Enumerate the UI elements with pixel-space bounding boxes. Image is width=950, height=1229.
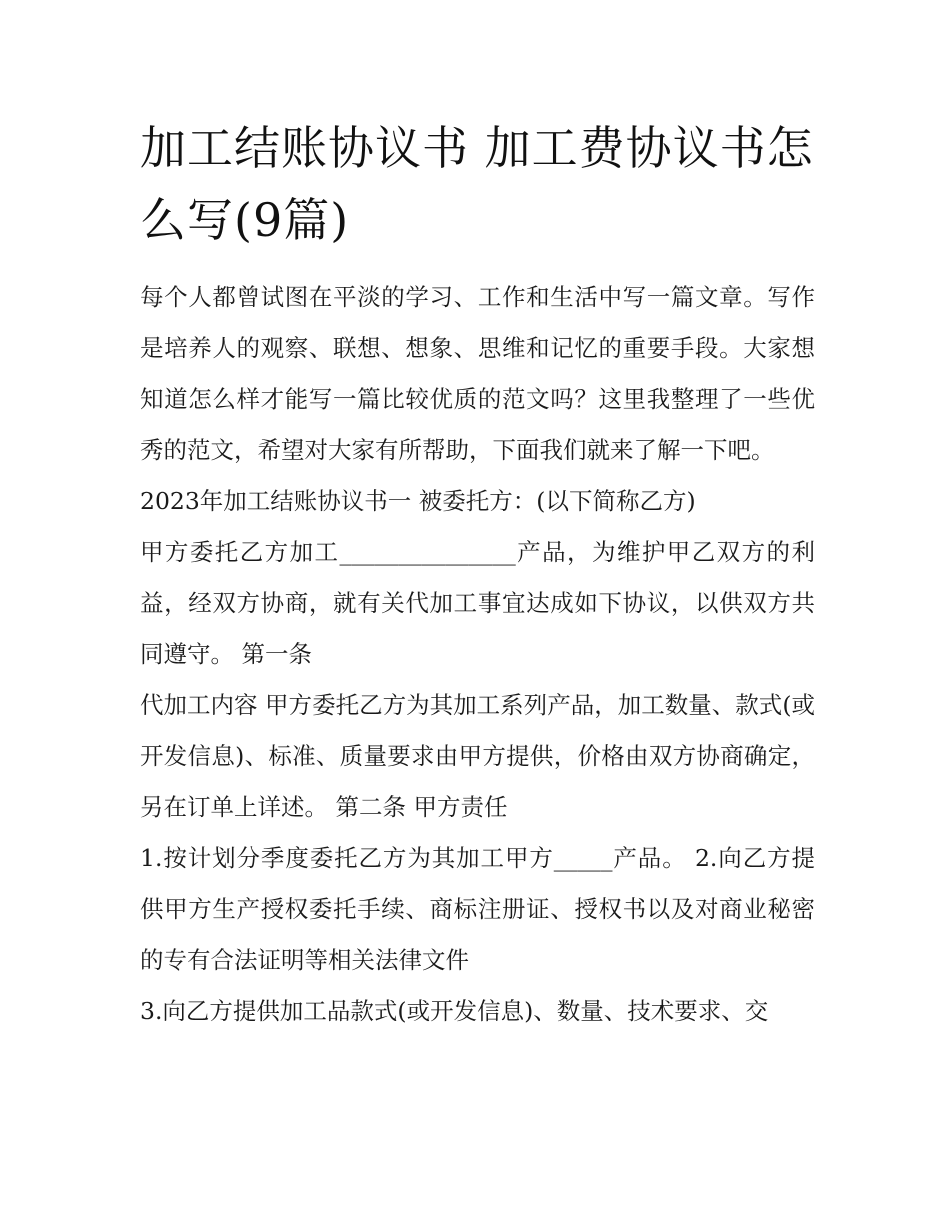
party-a-duty-three-paragraph: 3.向乙方提供加工品款式(或开发信息)、数量、技术要求、交 xyxy=(140,997,769,1025)
article-one-paragraph: 代加工内容 甲方委托乙方为其加工系列产品，加工数量、款式(或开发信息)、标准、质量要求由甲方提供，价格由双方协商确定，另在订单上详述。 第二条 甲方责任 xyxy=(140,691,815,821)
document-title: 加工结账协议书 加工费协议书怎么写(9篇) xyxy=(140,121,814,247)
agreement-purpose-paragraph: 甲方委托乙方加工_______________产品，为维护甲乙双方的利益，经双方协商，就有关代加工事宜达成如下协议，以供双方共同遵守。 第一条 xyxy=(140,538,815,668)
intro-paragraph: 每个人都曾试图在平淡的学习、工作和生活中写一篇文章。写作是培养人的观察、联想、想象、思维和记忆的重要手段。大家想知道怎么样才能写一篇比较优质的范文吗？这里我整理了一些优秀的范文，希望对大家有所帮助，下面我们就来了解一下吧。 xyxy=(140,283,815,464)
party-a-duties-paragraph: 1.按计划分季度委托乙方为其加工甲方_____产品。 2.向乙方提供甲方生产授权委托手续、商标注册证、授权书以及对商业秘密的专有合法证明等相关法律文件 xyxy=(140,844,815,974)
document-body xyxy=(140,112,815,1037)
agreement-heading-paragraph: 2023年加工结账协议书一 被委托方：(以下简称乙方) xyxy=(140,487,696,515)
